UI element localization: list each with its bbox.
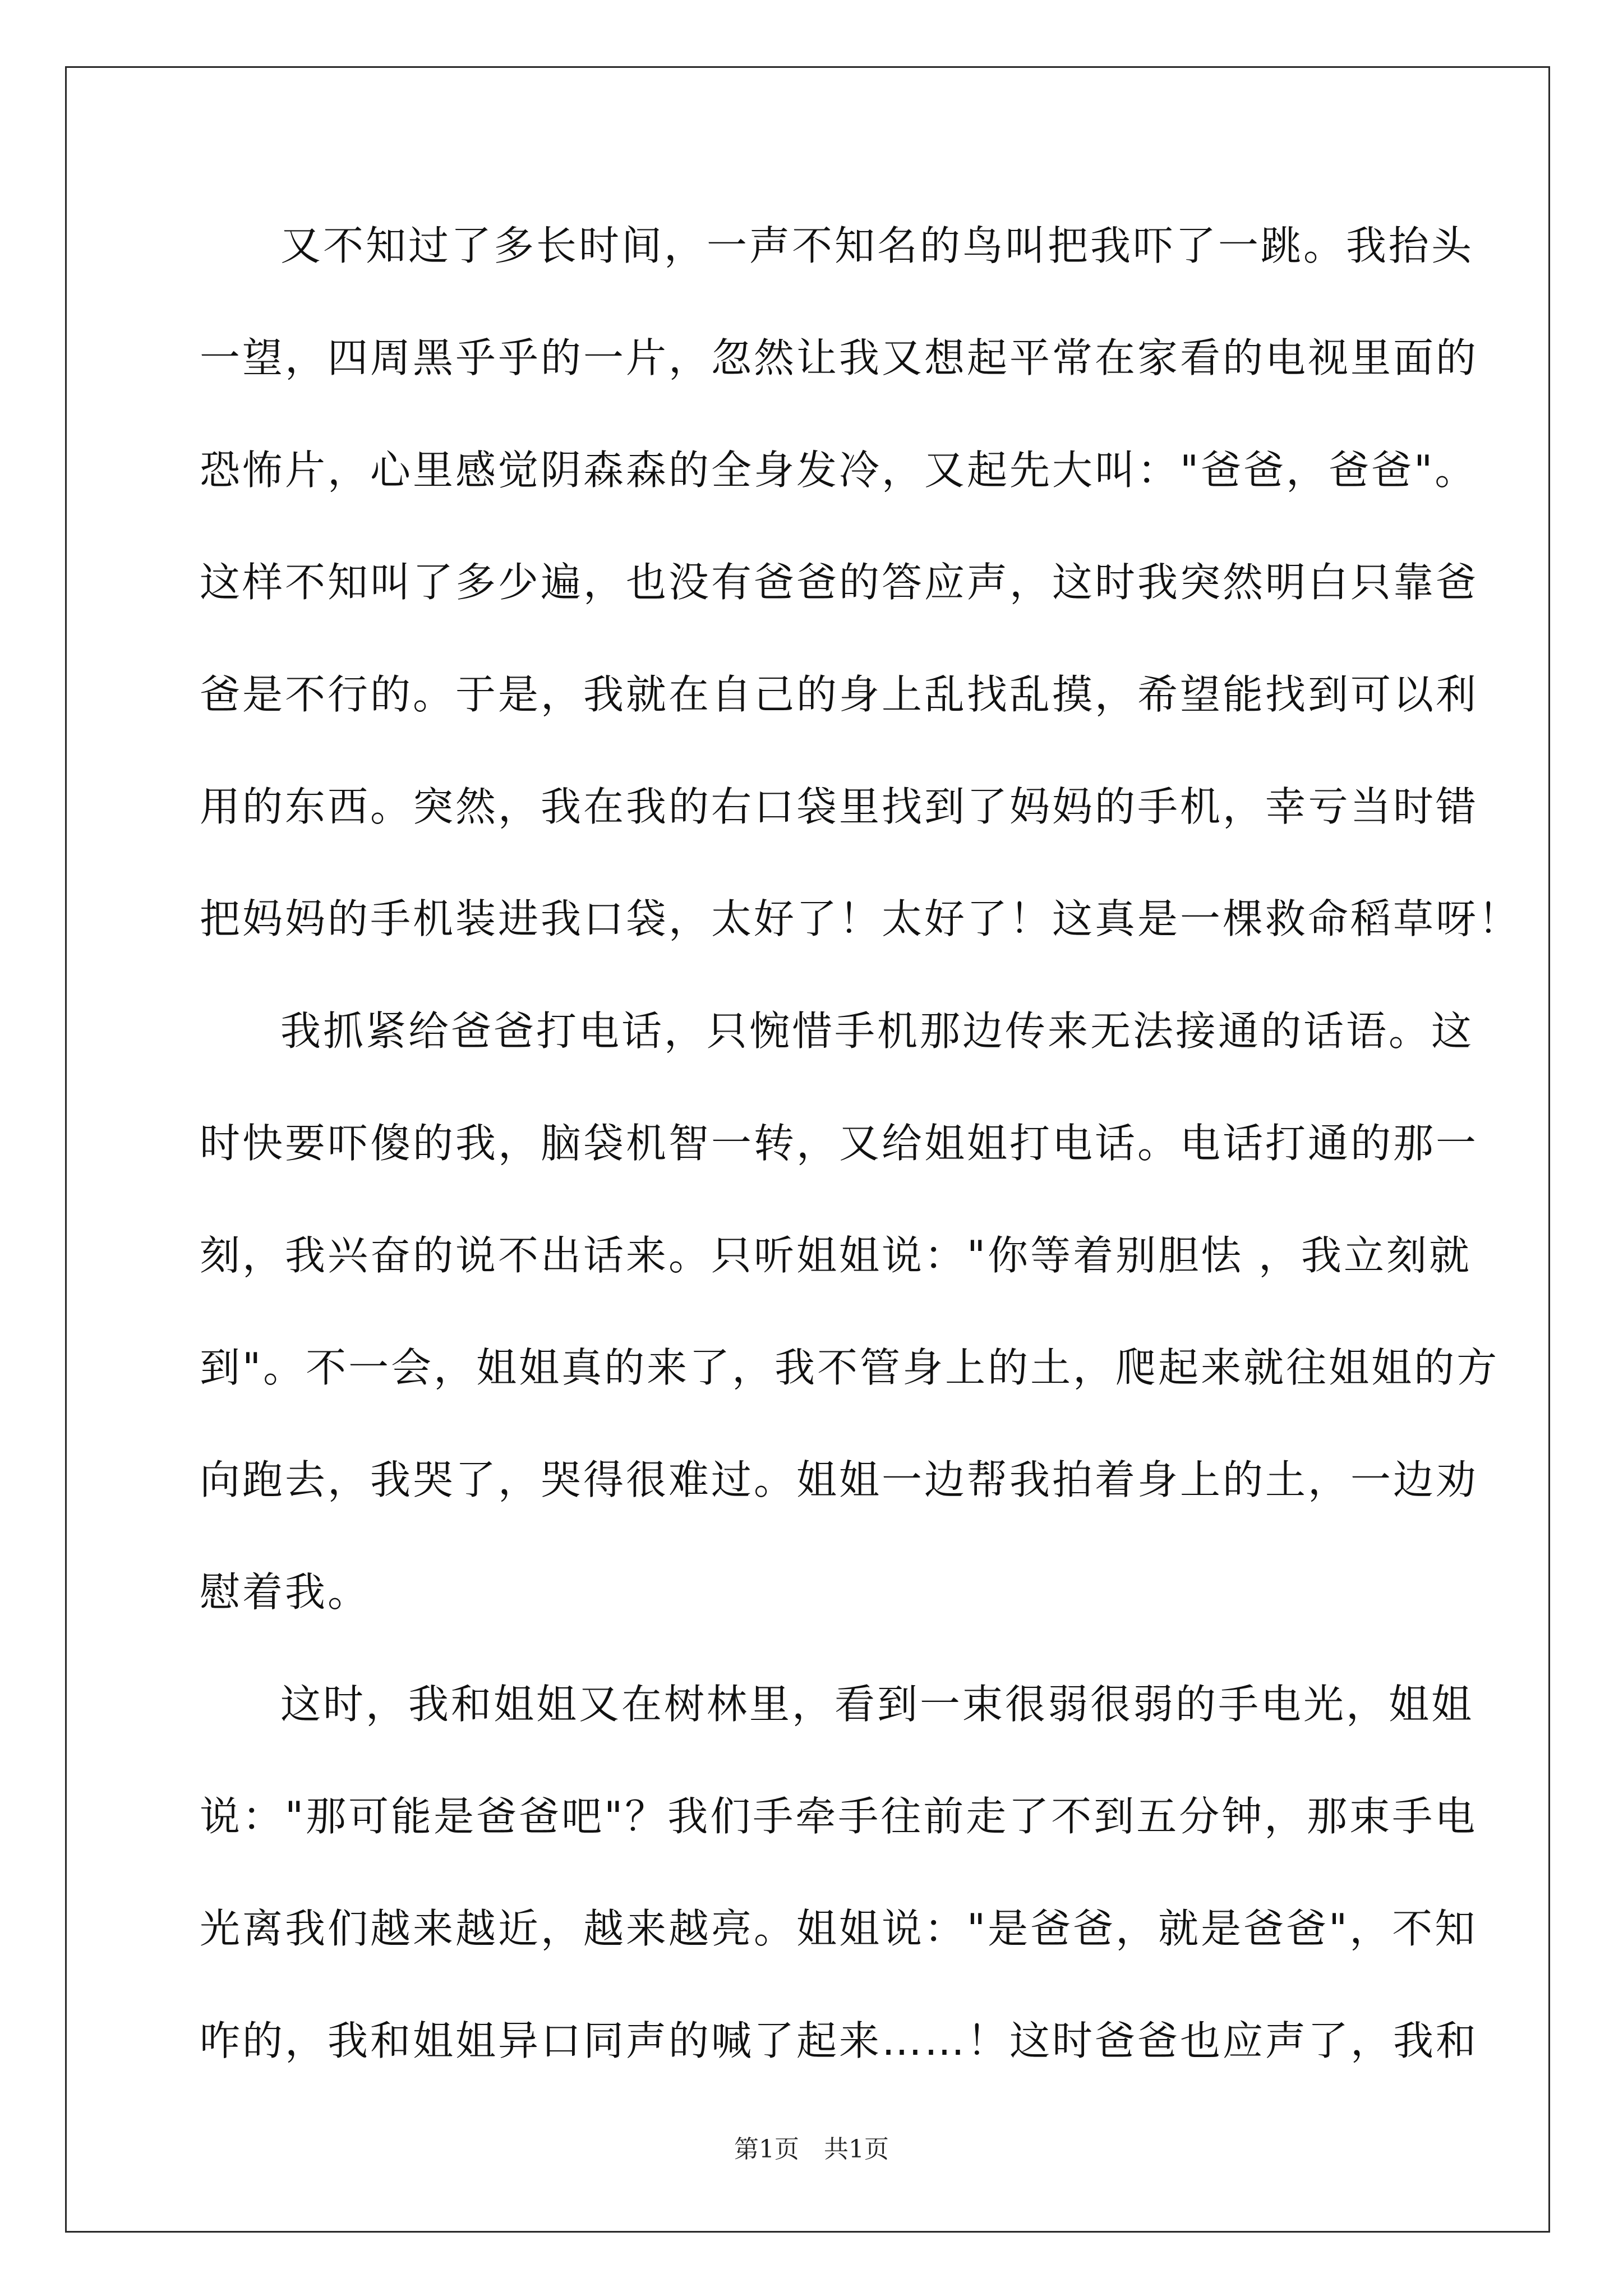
text-line: 又不知过了多长时间，一声不知名的鸟叫把我吓了一跳。我抬头 [280,222,1474,269]
text-line: 我抓紧给爸爸打电话，只惋惜手机那边传来无法接通的话语。这 [280,1007,1474,1055]
text-line: 说："那可能是爸爸吧"？我们手牵手往前走了不到五分钟，那束手电 [200,1793,1478,1840]
text-line: 一望，四周黑乎乎的一片，忽然让我又想起平常在家看的电视里面的 [200,334,1479,381]
text-line: 光离我们越来越近，越来越亮。姐姐说："是爸爸，就是爸爸"，不知 [200,1905,1478,1952]
text-line: 用的东西。突然，我在我的右口袋里找到了妈妈的手机，幸亏当时错 [200,783,1479,830]
text-line: 时快要吓傻的我，脑袋机智一转，又给姐姐打电话。电话打通的那一 [200,1120,1479,1167]
text-line: 慰着我。 [200,1568,371,1616]
text-line: 把妈妈的手机装进我口袋，太好了！太好了！这真是一棵救命稻草呀！ [200,895,1521,942]
text-line: 这时，我和姐姐又在树林里，看到一束很弱很弱的手电光，姐姐 [280,1681,1474,1728]
text-line: 向跑去，我哭了，哭得很难过。姐姐一边帮我拍着身上的土，一边劝 [200,1456,1479,1503]
text-line: 爸是不行的。于是，我就在自己的身上乱找乱摸，希望能找到可以利 [200,671,1479,718]
text-line: 这样不知叫了多少遍，也没有爸爸的答应声，这时我突然明白只靠爸 [200,559,1479,606]
text-line: 咋的，我和姐姐异口同声的喊了起来……！这时爸爸也应声了，我和 [200,2017,1479,2064]
text-line: 刻，我兴奋的说不出话来。只听姐姐说："你等着别胆怯 ，我立刻就 [200,1232,1472,1279]
page-footer: 第1页 共1页 [734,2135,889,2164]
text-line: 到"。不一会，姐姐真的来了，我不管身上的土，爬起来就往姐姐的方 [200,1344,1500,1391]
text-line: 恐怖片，心里感觉阴森森的全身发冷，又起先大叫："爸爸，爸爸"。 [200,447,1478,494]
